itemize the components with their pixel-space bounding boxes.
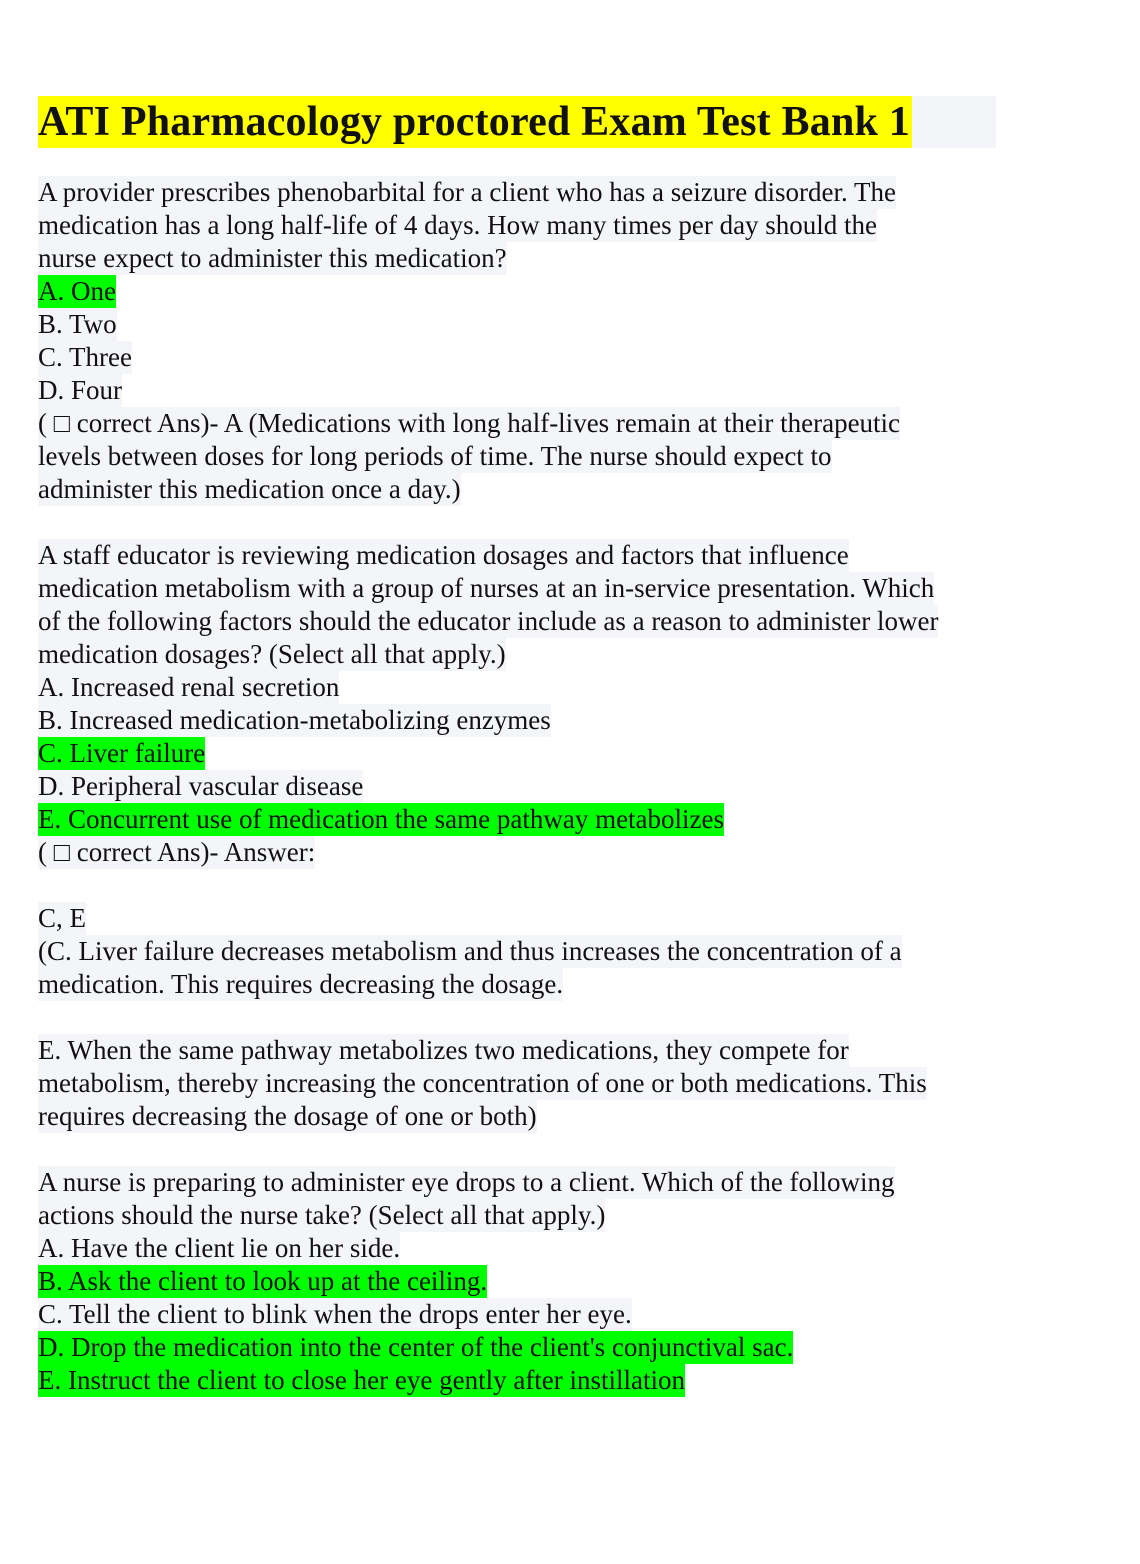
title-row: [38, 96, 1038, 148]
question-1: [38, 176, 1038, 506]
page-title: ATI Pharmacology proctored Exam Test Bank 1: [38, 96, 912, 148]
option: A. Have the client lie on her side.: [38, 1233, 401, 1263]
rationale-text: medication. This requires decreasing the dosage.: [38, 969, 564, 999]
question-text: nurse expect to administer this medication?: [38, 243, 507, 273]
option: D. Peripheral vascular disease: [38, 771, 364, 801]
document-page: [38, 96, 1038, 1397]
question-3: [38, 1166, 1038, 1397]
rationale-text: metabolism, thereby increasing the concentration of one or both medications. This: [38, 1068, 927, 1098]
option: C. Three: [38, 342, 132, 372]
option: D. Four: [38, 375, 123, 405]
option: C. Tell the client to blink when the drops enter her eye.: [38, 1299, 632, 1329]
question-text: medication dosages? (Select all that apply.): [38, 639, 506, 669]
question-text: medication metabolism with a group of nurses at an in-service presentation. Which: [38, 573, 935, 603]
rationale-text: requires decreasing the dosage of one or both): [38, 1101, 537, 1131]
question-text: actions should the nurse take? (Select all that apply.): [38, 1200, 606, 1230]
question-text: A staff educator is reviewing medication dosages and factors that influence: [38, 540, 849, 570]
option: A. Increased renal secretion: [38, 672, 340, 702]
option-correct: E. Concurrent use of medication the same pathway metabolizes: [38, 804, 725, 834]
option: B. Two: [38, 309, 117, 339]
answer-letters: C, E: [38, 903, 87, 933]
rationale-text: E. When the same pathway metabolizes two medications, they compete for: [38, 1035, 849, 1065]
option-correct: E. Instruct the client to close her eye gently after instillation: [38, 1365, 686, 1395]
question-text: medication has a long half-life of 4 days. How many times per day should the: [38, 210, 878, 240]
answer-text: ( □ correct Ans)- A (Medications with long half-lives remain at their therapeutic: [38, 408, 901, 438]
question-text: A provider prescribes phenobarbital for a client who has a seizure disorder. The: [38, 177, 896, 207]
question-2: [38, 539, 1038, 1133]
answer-text: administer this medication once a day.): [38, 474, 461, 504]
option-correct: D. Drop the medication into the center of the client's conjunctival sac.: [38, 1332, 794, 1362]
option-correct: A. One: [38, 276, 116, 306]
answer-header: ( □ correct Ans)- Answer:: [38, 837, 316, 867]
question-text: of the following factors should the educator include as a reason to administer lower: [38, 606, 939, 636]
question-text: A nurse is preparing to administer eye drops to a client. Which of the following: [38, 1167, 895, 1197]
option-correct: B. Ask the client to look up at the ceiling.: [38, 1266, 488, 1296]
option: B. Increased medication-metabolizing enzymes: [38, 705, 551, 735]
rationale-text: (C. Liver failure decreases metabolism and thus increases the concentration of a: [38, 936, 902, 966]
answer-text: levels between doses for long periods of time. The nurse should expect to: [38, 441, 832, 471]
option-correct: C. Liver failure: [38, 738, 206, 768]
